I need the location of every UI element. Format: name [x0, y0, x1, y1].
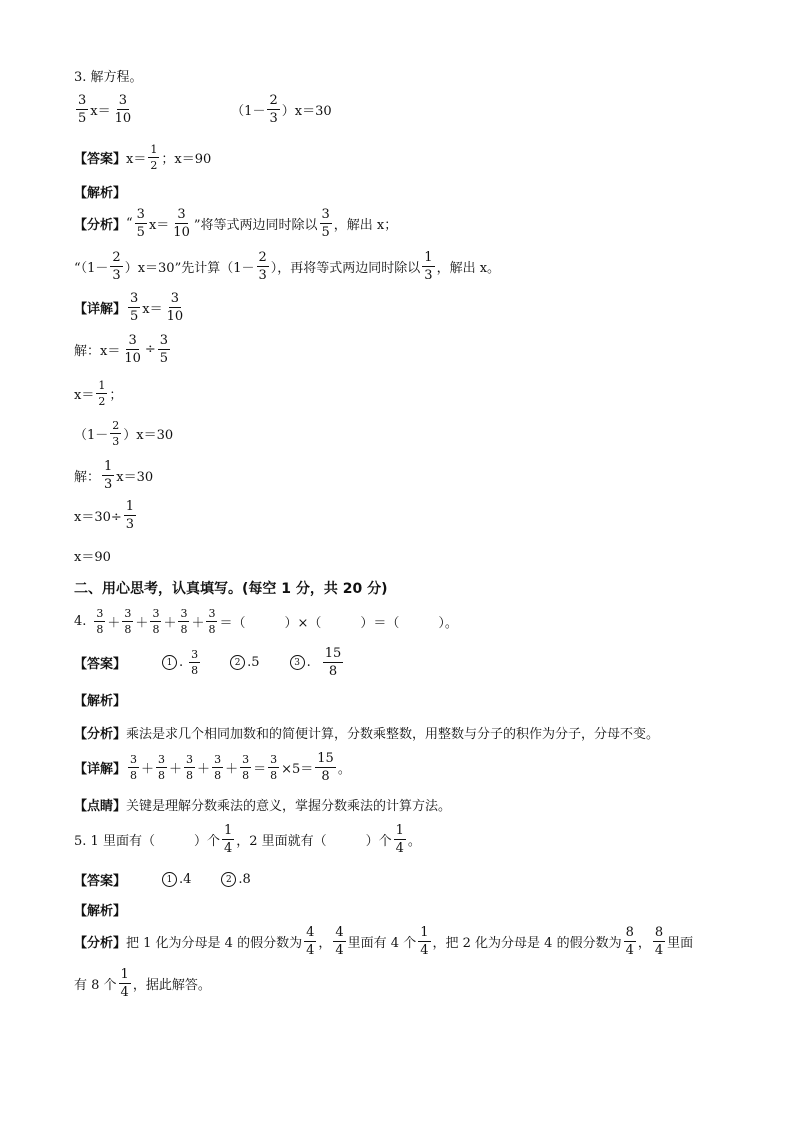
section-title: 二、用心思考，认真填写。(每空 1 分，共 20 分) — [74, 581, 388, 597]
fraction: $\frac{2}{3}$ — [258, 250, 267, 283]
fraction: $\frac{15}{8}$ — [317, 751, 334, 784]
circled-number: 2 — [230, 655, 245, 670]
fraction: $\frac{1}{4}$ — [395, 823, 404, 856]
fraction: $\frac{1}{4}$ — [120, 967, 129, 1000]
fraction: $\frac{1}{2}$ — [150, 143, 158, 172]
q3-xiangjie: 【详解】 $\frac{3}{5}$ x＝ $\frac{3}{10}$ — [74, 291, 184, 324]
fraction: $\frac{3}{8}$ — [180, 607, 188, 636]
circled-number: 2 — [221, 872, 236, 887]
q5-answer: 【答案】 1 .4 2 .8 — [74, 872, 251, 889]
fraction: $\frac{3}{10}$ — [166, 291, 184, 324]
q4-fenxi: 【分析】 乘法是求几个相同加数和的简便计算，分数乘整数，用整数与分子的积作为分子，分母不变。 — [74, 727, 660, 742]
fraction: $\frac{3}{8}$ — [214, 753, 222, 782]
q4-question: 4. $\frac{3}{8}$ ＋ $\frac{3}{8}$ ＋ $\frac{3}{8}$ ＋ $\frac{3}{8}$ ＋ $\frac{3}{8}$ ＝（ ）×（ ）＝（ ）。 — [74, 607, 458, 636]
q5-jiexi: 【解析】 — [74, 904, 127, 919]
fraction: $\frac{3}{5}$ — [78, 93, 87, 126]
fraction: $\frac{3}{8}$ — [270, 753, 278, 782]
fraction: $\frac{3}{8}$ — [191, 648, 199, 677]
fraction: $\frac{1}{3}$ — [424, 250, 433, 283]
fraction: $\frac{3}{8}$ — [124, 607, 132, 636]
circled-number: 1 — [162, 872, 177, 887]
fraction: $\frac{3}{8}$ — [208, 607, 216, 636]
q3-jiexi: 【解析】 — [74, 186, 127, 201]
fraction: $\frac{3}{10}$ — [124, 333, 141, 366]
fraction: $\frac{3}{5}$ — [159, 333, 169, 366]
fraction: $\frac{2}{3}$ — [112, 250, 121, 283]
fraction: $\frac{2}{3}$ — [112, 419, 120, 448]
circled-number: 1 — [162, 655, 177, 670]
circled-number: 3 — [290, 655, 305, 670]
q5-fenxi-2: 有 8 个 $\frac{1}{4}$ ，据此解答。 — [74, 967, 211, 1000]
q4-dianjing: 【点睛】 关键是理解分数乘法的意义，掌握分数乘法的计算方法。 — [74, 799, 452, 814]
q3-step-2: x＝ $\frac{1}{2}$ ； — [74, 379, 123, 408]
q3-step-5: x＝30÷ $\frac{1}{3}$ — [74, 499, 135, 532]
q3-answer: 【答案】 x＝ $\frac{1}{2}$ ；x＝90 — [74, 143, 212, 172]
q4-xiangjie: 【详解】 $\frac{3}{8}$ ＋ $\frac{3}{8}$ ＋ $\frac{3}{8}$ ＋ $\frac{3}{8}$ ＋ $\frac{3}{8}$ ＝ $\frac{3}{8}$ ×5＝ $\frac{15}{8}$ 。 — [74, 751, 351, 784]
q3-final: x＝90 — [74, 550, 111, 565]
fraction: $\frac{8}{4}$ — [654, 925, 664, 958]
q3-equations: $\frac{3}{5}$ x＝ $\frac{3}{10}$ （1－ $\frac{2}{3}$ ）x＝30 — [78, 93, 332, 126]
fraction: $\frac{3}{8}$ — [130, 753, 138, 782]
q3-step-3: （1－ $\frac{2}{3}$ ）x＝30 — [74, 419, 174, 448]
q3-step-1: 解：x＝ $\frac{3}{10}$ ÷ $\frac{3}{5}$ — [74, 333, 169, 366]
fraction: $\frac{3}{8}$ — [186, 753, 194, 782]
fraction: $\frac{2}{3}$ — [269, 93, 278, 126]
fraction: $\frac{15}{8}$ — [324, 646, 342, 679]
fraction: $\frac{3}{8}$ — [242, 753, 250, 782]
fraction: $\frac{1}{4}$ — [420, 925, 429, 958]
q4-answer: 【答案】 1 . $\frac{3}{8}$ 2 .5 3 . $\frac{15}{8}$ — [74, 646, 342, 679]
fraction: $\frac{3}{8}$ — [152, 607, 160, 636]
fraction: $\frac{3}{10}$ — [173, 207, 190, 240]
fraction: $\frac{3}{8}$ — [158, 753, 166, 782]
fraction: $\frac{4}{4}$ — [306, 925, 315, 958]
fraction: $\frac{3}{5}$ — [130, 291, 139, 324]
fraction: $\frac{1}{4}$ — [223, 823, 233, 856]
q3-title: 3. 解方程。 — [74, 70, 143, 85]
fraction: $\frac{8}{4}$ — [625, 925, 634, 958]
fraction: $\frac{3}{8}$ — [96, 607, 104, 636]
fraction: $\frac{1}{2}$ — [98, 379, 106, 408]
fraction: $\frac{3}{5}$ — [321, 207, 330, 240]
fraction: $\frac{3}{10}$ — [114, 93, 132, 126]
fraction: $\frac{3}{5}$ — [136, 207, 145, 240]
q3-fenxi-1: 【分析】 “ $\frac{3}{5}$ x＝ $\frac{3}{10}$ ”将等式两边同时除以 $\frac{3}{5}$ ，解出 x； — [74, 207, 398, 240]
q5-fenxi-1: 【分析】 把 1 化为分母是 4 的假分数为 $\frac{4}{4}$ ， $\frac{4}{4}$ 里面有 4 个 $\frac{1}{4}$ ，把 2 化为分母是 4 的假分数为 $\frac{8}{4}$ ， $\frac{8}{4}$ 里面 — [74, 925, 694, 958]
q4-jiexi: 【解析】 — [74, 694, 127, 709]
fraction: $\frac{1}{3}$ — [104, 459, 113, 492]
fraction: $\frac{4}{4}$ — [335, 925, 344, 958]
q3-fenxi-2: “（1－ $\frac{2}{3}$ ）x＝30”先计算（1－ $\frac{2}{3}$ ），再将等式两边同时除以 $\frac{1}{3}$ ，解出 x。 — [74, 250, 501, 283]
q3-step-4: 解： $\frac{1}{3}$ x＝30 — [74, 459, 154, 492]
q5-question: 5. 1 里面有（ ）个 $\frac{1}{4}$ ，2 里面就有（ ）个 $\frac{1}{4}$ 。 — [74, 823, 421, 856]
fraction: $\frac{1}{3}$ — [125, 499, 135, 532]
